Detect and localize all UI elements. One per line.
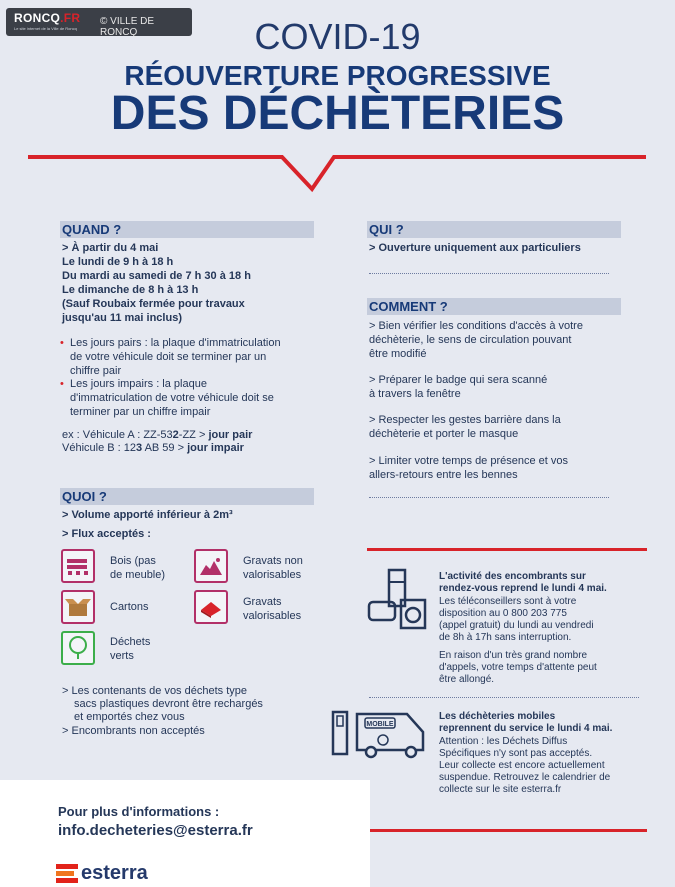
quand-line-3: Du mardi au samedi de 7 h 30 à 18 h [62, 270, 251, 282]
flux-label-4a: Gravats [243, 596, 282, 608]
mobiles-body-3: Leur collecte est encore actuellement [439, 760, 605, 771]
quoi-note-2: sacs plastiques devront être rechargés [74, 698, 263, 710]
speech-bubble-line [0, 150, 675, 200]
flux-label-2b: valorisables [243, 569, 302, 581]
red-divider [367, 829, 647, 832]
encombrants-title-2: rendez-vous reprend le lundi 4 mai. [439, 583, 607, 594]
rubble-icon [194, 549, 228, 583]
image-credit: © VILLE DE RONCQ [100, 16, 155, 38]
encombrants-body-6: d'appels, votre temps d'attente peut [439, 662, 597, 673]
cardboard-box-icon [61, 590, 95, 624]
quand-line-1: > À partir du 4 mai [62, 242, 159, 254]
pallet-icon [61, 549, 95, 583]
flux-label-1a: Bois (pas [110, 555, 156, 567]
mobiles-body-1: Attention : les Déchets Diffus [439, 736, 568, 747]
divider [369, 697, 639, 698]
impairs-rule-line-3: terminer par un chiffre impair [70, 406, 211, 418]
quand-line-5: (Sauf Roubaix fermée pour travaux [62, 298, 245, 310]
qui-section-title: QUI ? [367, 221, 621, 238]
encombrants-body-7: être allongé. [439, 674, 495, 685]
mobiles-body-2: Spécifiques n'y sont pas acceptés. [439, 748, 593, 759]
comment-item-2-line-1: > Préparer le badge qui sera scanné [369, 374, 548, 386]
flux-label-2a: Gravats non [243, 555, 303, 567]
flux-label-3a: Cartons [110, 601, 149, 613]
encombrants-body-4: de 8h à 17h sans interruption. [439, 632, 572, 643]
flux-label-5a: Déchets [110, 636, 151, 648]
encombrants-body-3: (appel gratuit) du lundi au vendredi [439, 620, 594, 631]
example-vehicle-b: Véhicule B : 123 AB 59 > jour impair [62, 442, 244, 454]
page-title: DES DÉCHÈTERIES [110, 87, 565, 140]
site-logo[interactable]: RONCQ.FR [14, 11, 81, 25]
divider [369, 497, 609, 498]
page-subtitle: RÉOUVERTURE PROGRESSIVE [124, 60, 551, 91]
volume-limit: > Volume apporté inférieur à 2m³ [62, 509, 233, 521]
quoi-note-3: et emportés chez vous [74, 711, 185, 723]
quand-section-title: QUAND ? [60, 221, 314, 238]
comment-item-1-line-2: déchèterie, le sens de circulation pouvant [369, 334, 572, 346]
impairs-rule-line-2: d'immatriculation de votre véhicule doit se [70, 392, 274, 404]
mobiles-body-4: suspendue. Retrouvez le calendrier de [439, 772, 611, 783]
comment-item-1-line-1: > Bien vérifier les conditions d'accès à votre [369, 320, 583, 332]
qui-text: > Ouverture uniquement aux particuliers [369, 242, 581, 254]
esterra-logo [56, 862, 148, 885]
footer [0, 780, 370, 887]
quand-line-2: Le lundi de 9 h à 18 h [62, 256, 174, 268]
flux-label-1b: de meuble) [110, 569, 166, 581]
quoi-section-title: QUOI ? [60, 488, 314, 505]
tree-icon [61, 631, 95, 665]
encombrants-body-1: Les téléconseillers sont à votre [439, 596, 577, 607]
quand-line-6: jusqu'au 11 mai inclus) [62, 312, 182, 324]
quoi-note-4: > Encombrants non acceptés [62, 725, 205, 737]
comment-item-3-line-1: > Respecter les gestes barrière dans la [369, 414, 561, 426]
site-tagline: Le site internet de la Ville de Roncq [14, 26, 77, 31]
comment-item-4-line-1: > Limiter votre temps de présence et vos [369, 455, 569, 467]
comment-item-4-line-2: allers-retours entre les bennes [369, 469, 518, 481]
mobiles-body-5: collecte sur le site esterra.fr [439, 784, 562, 795]
pairs-bullet: • [60, 337, 64, 349]
encombrants-body-2: disposition au 0 800 203 775 [439, 608, 567, 619]
contact-email[interactable]: info.decheteries@esterra.fr [58, 822, 253, 839]
example-vehicle-a: ex : Véhicule A : ZZ-532-ZZ > jour pair [62, 429, 253, 441]
divider [369, 273, 609, 274]
quand-line-4: Le dimanche de 8 h à 13 h [62, 284, 199, 296]
encombrants-title-1: L'activité des encombrants sur [439, 571, 586, 582]
encombrants-body-5: En raison d'un très grand nombre [439, 650, 588, 661]
red-divider [367, 548, 647, 551]
truck-label: MOBILE [366, 721, 394, 728]
comment-section-title: COMMENT ? [367, 298, 621, 315]
comment-item-3-line-2: déchèterie et porter le masque [369, 428, 519, 440]
mobiles-title-1: Les déchèteries mobiles [439, 711, 556, 722]
impairs-rule-line-1: Les jours impairs : la plaque [70, 378, 207, 390]
flux-label-5b: verts [110, 650, 134, 662]
comment-item-1-line-3: être modifié [369, 348, 427, 360]
impairs-bullet: • [60, 378, 64, 390]
pairs-rule-line-1: Les jours pairs : la plaque d'immatriculation [70, 337, 281, 349]
appliances-icon [367, 566, 429, 632]
pairs-rule-line-3: chiffre pair [70, 365, 122, 377]
esterra-wordmark: esterra [81, 862, 148, 884]
info-label: Pour plus d'informations : [58, 804, 220, 819]
quoi-note-1: > Les contenants de vos déchets type [62, 685, 247, 697]
comment-item-2-line-2: à travers la fenêtre [369, 388, 461, 400]
flux-title: > Flux acceptés : [62, 528, 151, 540]
covid-heading: COVID-19 [254, 16, 421, 57]
mobiles-title-2: reprennent du service le lundi 4 mai. [439, 723, 613, 734]
pairs-rule-line-2: de votre véhicule doit se terminer par un [70, 351, 267, 363]
flux-label-4b: valorisables [243, 610, 302, 622]
mobile-truck-icon [331, 708, 429, 760]
bricks-icon [194, 590, 228, 624]
esterra-logo-icon [56, 864, 78, 884]
